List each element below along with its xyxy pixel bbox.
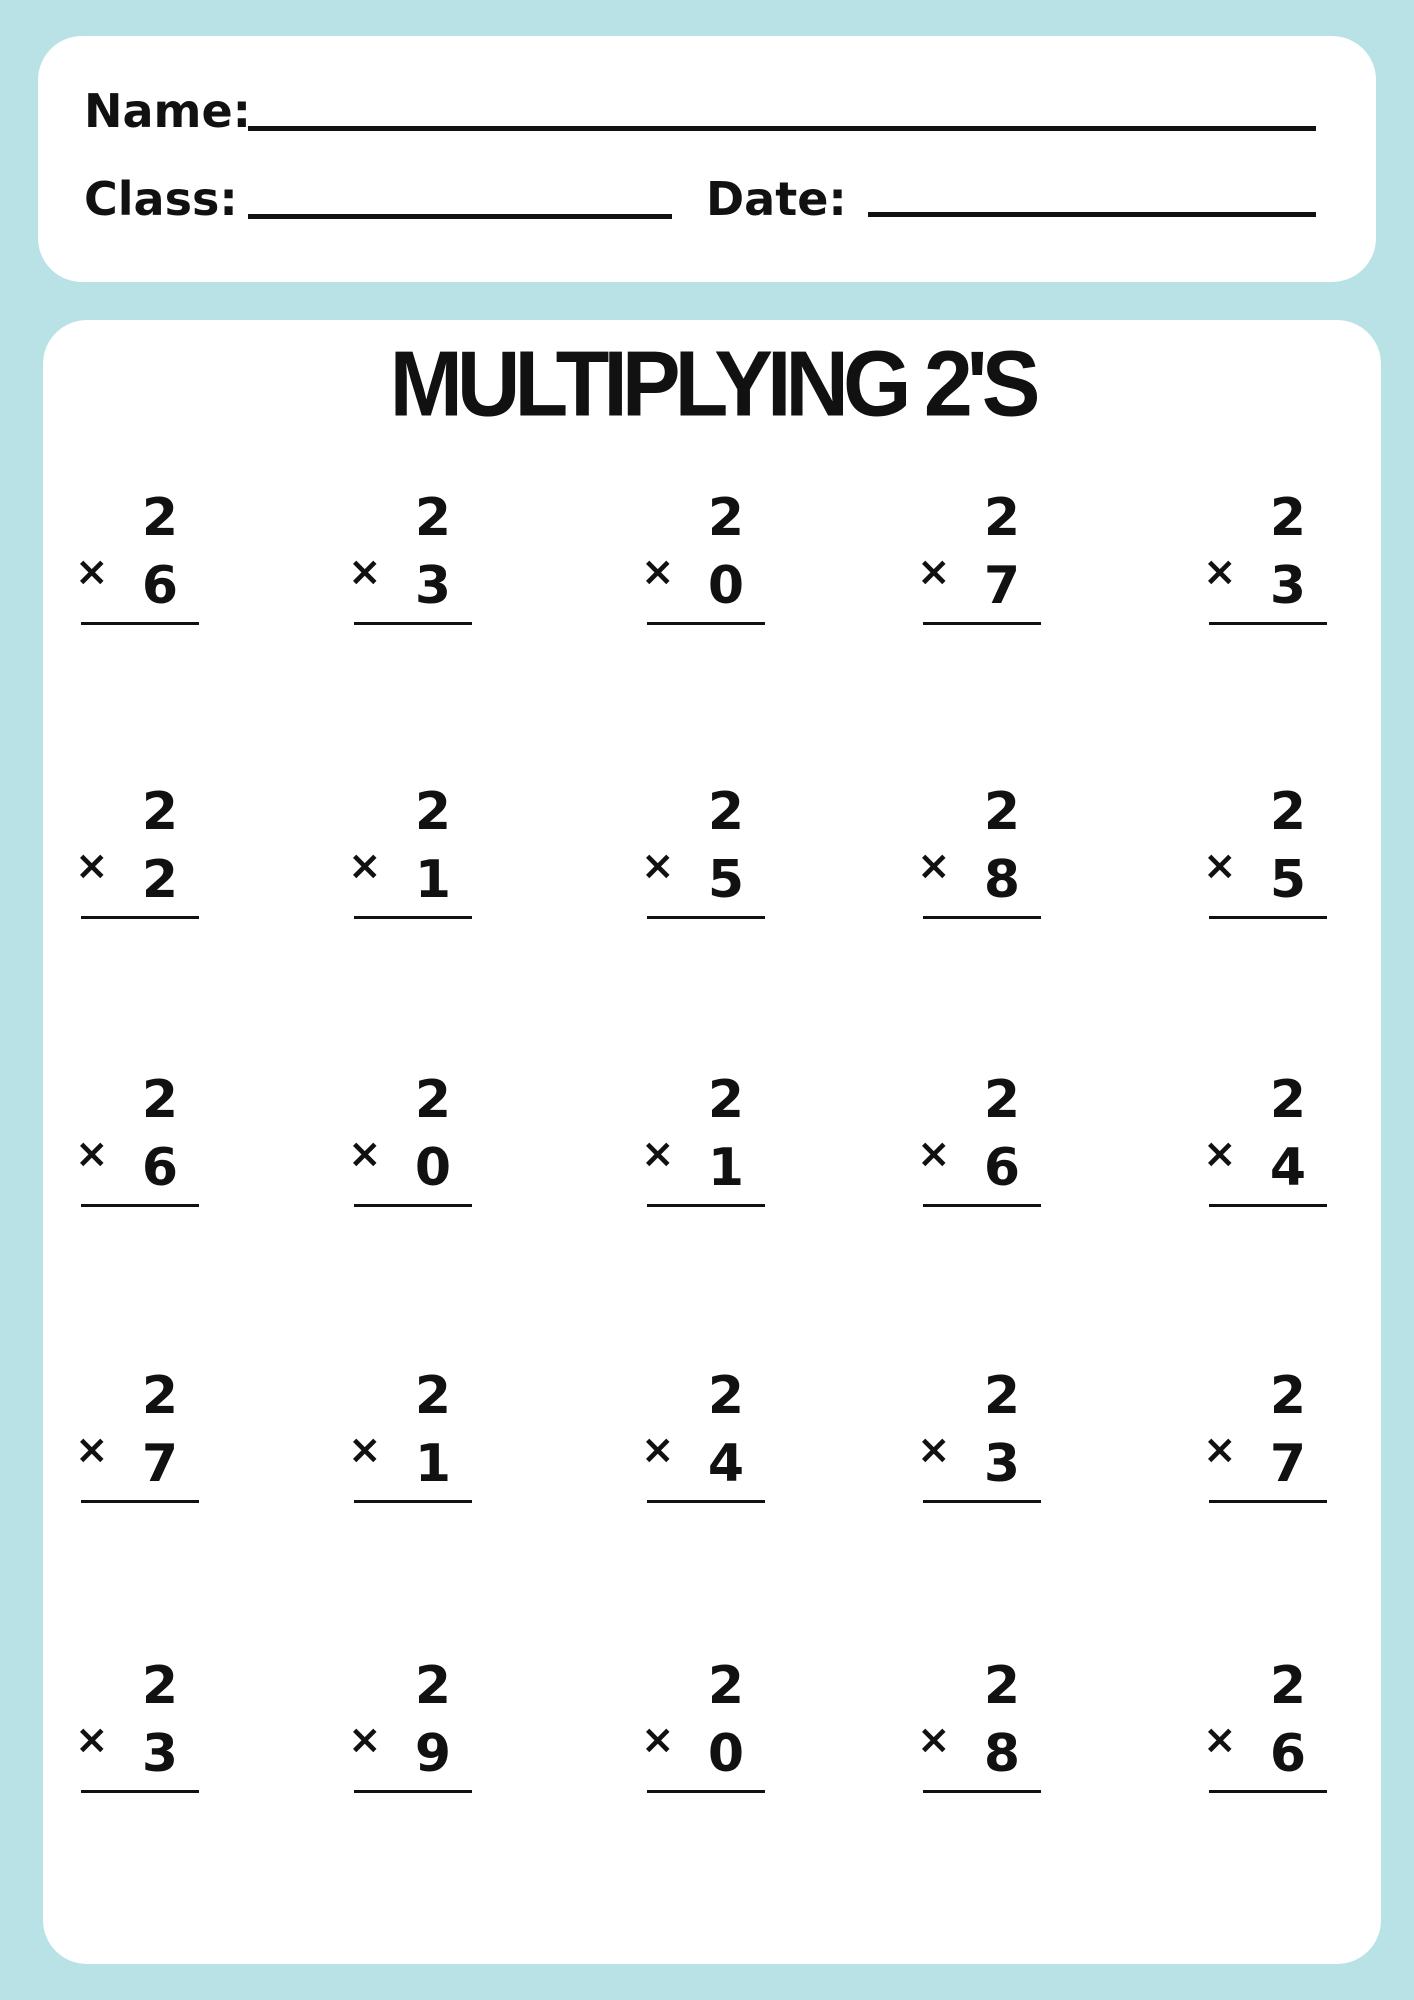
multiplier: 3 xyxy=(1269,556,1307,616)
problem-4-1 xyxy=(75,1366,245,1520)
problem-3-5 xyxy=(1203,1070,1373,1224)
problem-5-5 xyxy=(1203,1656,1373,1810)
multiplicand: 2 xyxy=(983,782,1021,842)
answer-line[interactable] xyxy=(354,1790,472,1793)
problem-5-1 xyxy=(75,1656,245,1810)
answer-line[interactable] xyxy=(81,1204,199,1207)
date-blank[interactable] xyxy=(868,212,1316,217)
answer-line[interactable] xyxy=(923,622,1041,625)
multiplicand: 2 xyxy=(707,782,745,842)
multiplier: 8 xyxy=(983,850,1021,910)
problem-4-2 xyxy=(348,1366,518,1520)
problem-1-5 xyxy=(1203,488,1373,642)
times-sign: × xyxy=(1203,549,1237,595)
answer-line[interactable] xyxy=(1209,1204,1327,1207)
answer-line[interactable] xyxy=(647,1500,765,1503)
answer-line[interactable] xyxy=(647,622,765,625)
problem-3-1 xyxy=(75,1070,245,1224)
times-sign: × xyxy=(641,1131,675,1177)
multiplicand: 2 xyxy=(707,1366,745,1426)
multiplicand: 2 xyxy=(1269,1366,1307,1426)
multiplier: 4 xyxy=(1269,1138,1307,1198)
multiplier: 6 xyxy=(1269,1724,1307,1784)
problem-2-2 xyxy=(348,782,518,936)
multiplier: 7 xyxy=(1269,1434,1307,1494)
worksheet-card xyxy=(43,320,1381,1964)
problem-3-2 xyxy=(348,1070,518,1224)
multiplicand: 2 xyxy=(983,488,1021,548)
multiplicand: 2 xyxy=(141,1070,179,1130)
times-sign: × xyxy=(641,549,675,595)
class-label: Class: xyxy=(84,172,238,226)
times-sign: × xyxy=(1203,1717,1237,1763)
multiplicand: 2 xyxy=(1269,1656,1307,1716)
multiplicand: 2 xyxy=(141,782,179,842)
problem-5-3 xyxy=(641,1656,811,1810)
times-sign: × xyxy=(348,549,382,595)
times-sign: × xyxy=(917,1131,951,1177)
times-sign: × xyxy=(75,843,109,889)
times-sign: × xyxy=(641,1427,675,1473)
answer-line[interactable] xyxy=(647,1790,765,1793)
times-sign: × xyxy=(75,1717,109,1763)
multiplicand: 2 xyxy=(983,1656,1021,1716)
problem-2-1 xyxy=(75,782,245,936)
name-label: Name: xyxy=(84,84,252,138)
multiplier: 5 xyxy=(1269,850,1307,910)
class-blank[interactable] xyxy=(248,214,672,219)
answer-line[interactable] xyxy=(1209,1790,1327,1793)
multiplicand: 2 xyxy=(1269,1070,1307,1130)
problem-1-3 xyxy=(641,488,811,642)
name-blank[interactable] xyxy=(248,126,1316,131)
worksheet-title: MULTIPLYING 2'S xyxy=(389,331,1035,436)
times-sign: × xyxy=(75,1131,109,1177)
problem-3-4 xyxy=(917,1070,1087,1224)
answer-line[interactable] xyxy=(923,1204,1041,1207)
multiplicand: 2 xyxy=(141,1366,179,1426)
answer-line[interactable] xyxy=(81,916,199,919)
answer-line[interactable] xyxy=(647,916,765,919)
answer-line[interactable] xyxy=(923,1500,1041,1503)
multiplier: 6 xyxy=(141,556,179,616)
times-sign: × xyxy=(1203,1427,1237,1473)
multiplier: 0 xyxy=(414,1138,452,1198)
times-sign: × xyxy=(348,1131,382,1177)
times-sign: × xyxy=(1203,1131,1237,1177)
multiplier: 3 xyxy=(141,1724,179,1784)
problem-4-5 xyxy=(1203,1366,1373,1520)
problem-1-4 xyxy=(917,488,1087,642)
multiplicand: 2 xyxy=(707,488,745,548)
multiplicand: 2 xyxy=(414,782,452,842)
answer-line[interactable] xyxy=(354,1500,472,1503)
multiplier: 7 xyxy=(983,556,1021,616)
times-sign: × xyxy=(348,1427,382,1473)
times-sign: × xyxy=(75,549,109,595)
multiplicand: 2 xyxy=(707,1656,745,1716)
times-sign: × xyxy=(348,1717,382,1763)
answer-line[interactable] xyxy=(1209,1500,1327,1503)
multiplicand: 2 xyxy=(983,1070,1021,1130)
multiplier: 6 xyxy=(983,1138,1021,1198)
problem-4-3 xyxy=(641,1366,811,1520)
multiplicand: 2 xyxy=(414,1070,452,1130)
problem-2-5 xyxy=(1203,782,1373,936)
multiplicand: 2 xyxy=(414,488,452,548)
multiplier: 5 xyxy=(707,850,745,910)
answer-line[interactable] xyxy=(81,622,199,625)
multiplicand: 2 xyxy=(141,488,179,548)
multiplier: 0 xyxy=(707,1724,745,1784)
multiplier: 1 xyxy=(414,1434,452,1494)
multiplicand: 2 xyxy=(707,1070,745,1130)
times-sign: × xyxy=(641,843,675,889)
answer-line[interactable] xyxy=(647,1204,765,1207)
multiplier: 0 xyxy=(707,556,745,616)
answer-line[interactable] xyxy=(354,1204,472,1207)
problem-2-4 xyxy=(917,782,1087,936)
multiplicand: 2 xyxy=(983,1366,1021,1426)
multiplier: 4 xyxy=(707,1434,745,1494)
times-sign: × xyxy=(348,843,382,889)
multiplier: 9 xyxy=(414,1724,452,1784)
multiplier: 6 xyxy=(141,1138,179,1198)
problem-1-1 xyxy=(75,488,245,642)
problem-2-3 xyxy=(641,782,811,936)
times-sign: × xyxy=(917,1427,951,1473)
problem-1-2 xyxy=(348,488,518,642)
problem-4-4 xyxy=(917,1366,1087,1520)
answer-line[interactable] xyxy=(354,622,472,625)
multiplier: 3 xyxy=(983,1434,1021,1494)
times-sign: × xyxy=(1203,843,1237,889)
multiplier: 8 xyxy=(983,1724,1021,1784)
date-label: Date: xyxy=(706,172,847,226)
times-sign: × xyxy=(75,1427,109,1473)
multiplier: 1 xyxy=(707,1138,745,1198)
problem-5-4 xyxy=(917,1656,1087,1810)
multiplier: 3 xyxy=(414,556,452,616)
answer-line[interactable] xyxy=(81,1500,199,1503)
multiplier: 7 xyxy=(141,1434,179,1494)
times-sign: × xyxy=(917,549,951,595)
multiplicand: 2 xyxy=(1269,782,1307,842)
multiplicand: 2 xyxy=(414,1656,452,1716)
student-info-card xyxy=(38,36,1376,282)
multiplicand: 2 xyxy=(1269,488,1307,548)
answer-line[interactable] xyxy=(81,1790,199,1793)
answer-line[interactable] xyxy=(354,916,472,919)
multiplier: 1 xyxy=(414,850,452,910)
multiplicand: 2 xyxy=(414,1366,452,1426)
answer-line[interactable] xyxy=(1209,916,1327,919)
times-sign: × xyxy=(917,1717,951,1763)
problem-3-3 xyxy=(641,1070,811,1224)
answer-line[interactable] xyxy=(923,1790,1041,1793)
times-sign: × xyxy=(641,1717,675,1763)
problem-5-2 xyxy=(348,1656,518,1810)
multiplicand: 2 xyxy=(141,1656,179,1716)
multiplier: 2 xyxy=(141,850,179,910)
answer-line[interactable] xyxy=(923,916,1041,919)
times-sign: × xyxy=(917,843,951,889)
answer-line[interactable] xyxy=(1209,622,1327,625)
